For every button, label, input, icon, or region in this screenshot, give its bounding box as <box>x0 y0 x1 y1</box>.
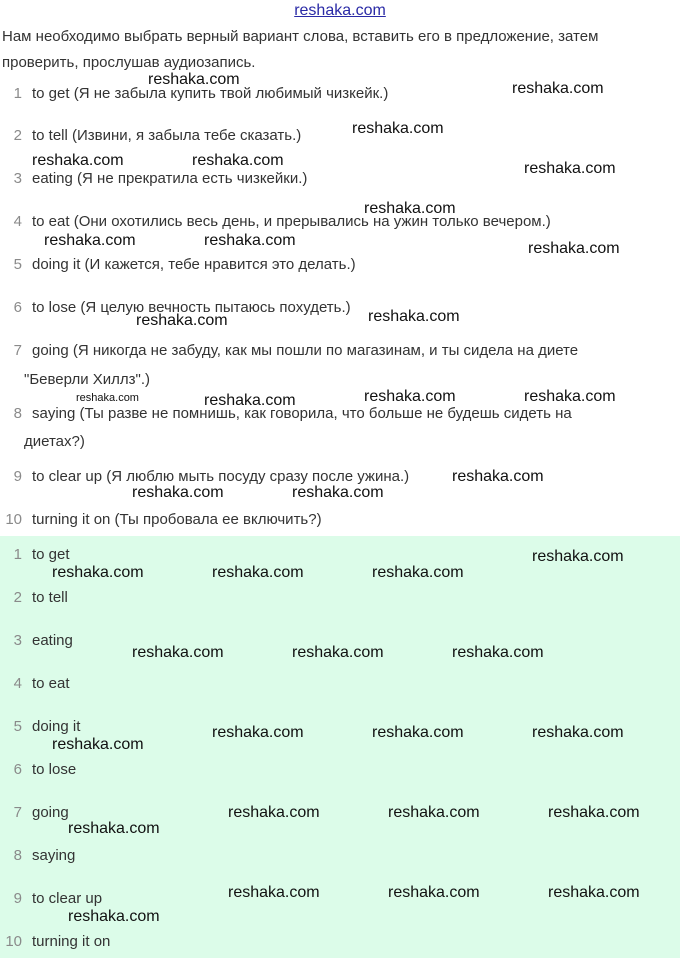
watermark: reshaka.com <box>524 160 616 177</box>
watermark: reshaka.com <box>372 564 464 581</box>
answer-text: doing it <box>32 718 81 735</box>
watermark: reshaka.com <box>524 388 616 405</box>
question-number: 2 <box>13 127 22 144</box>
question-number: 8 <box>13 405 22 422</box>
intro-text: Нам необходимо выбрать верный вариант слова, вставить его в предложение, затем проверить, прослушав аудиозапись. <box>2 28 599 71</box>
watermark: reshaka.com <box>372 724 464 741</box>
watermark: reshaka.com <box>44 232 136 249</box>
answer-text: to tell <box>32 589 68 606</box>
question-number: 9 <box>13 468 22 485</box>
question-text: eating (Я не прекратила есть чизкейки.) <box>32 170 308 187</box>
question-text: going (Я никогда не забуду, как мы пошли по магазинам, и ты сидела на диете <box>32 342 579 359</box>
answer-number: 5 <box>13 718 22 735</box>
answer-text: saying <box>32 847 76 864</box>
answer-item <box>0 844 680 868</box>
answer-number: 8 <box>13 847 22 864</box>
watermark: reshaka.com <box>532 724 624 741</box>
question-number: 1 <box>13 85 22 102</box>
question-text-cont: диетах?) <box>24 433 85 450</box>
question-number: 7 <box>13 342 22 359</box>
watermark: reshaka.com <box>212 724 304 741</box>
answer-item <box>0 758 680 782</box>
watermark: reshaka.com <box>548 804 640 821</box>
watermark: reshaka.com <box>136 312 228 329</box>
question-continuation <box>0 430 680 454</box>
watermark: reshaka.com <box>292 644 384 661</box>
watermark: reshaka.com <box>292 484 384 501</box>
watermark: reshaka.com <box>228 804 320 821</box>
answer-number: 4 <box>13 675 22 692</box>
question-number: 10 <box>5 511 22 528</box>
watermark: reshaka.com <box>452 468 544 485</box>
watermark: reshaka.com <box>364 388 456 405</box>
watermark: reshaka.com <box>452 644 544 661</box>
question-text-cont: "Беверли Хиллз".) <box>24 371 151 388</box>
answer-text: to get <box>32 546 70 563</box>
answer-text: to eat <box>32 675 70 692</box>
watermark: reshaka.com <box>76 392 139 404</box>
answer-item <box>0 672 680 696</box>
answer-item <box>0 930 680 954</box>
question-text: to lose (Я целую вечность пытаюсь похудеть.) <box>32 299 351 316</box>
question-item <box>0 296 680 320</box>
question-text: to clear up (Я люблю мыть посуду сразу после ужина.) <box>32 468 410 485</box>
answer-text: to lose <box>32 761 77 778</box>
watermark: reshaka.com <box>132 644 224 661</box>
site-link[interactable]: reshaka.com <box>294 2 386 19</box>
watermark: reshaka.com <box>532 548 624 565</box>
watermark: reshaka.com <box>204 232 296 249</box>
answer-number: 6 <box>13 761 22 778</box>
answer-text: going <box>32 804 69 821</box>
question-number: 3 <box>13 170 22 187</box>
answer-text: turning it on <box>32 933 111 950</box>
question-text: to tell (Извини, я забыла тебе сказать.) <box>32 127 302 144</box>
watermark: reshaka.com <box>192 152 284 169</box>
question-text: saying (Ты разве не помнишь, как говорила, что больше не будешь сидеть на <box>32 405 572 422</box>
watermark: reshaka.com <box>548 884 640 901</box>
watermark: reshaka.com <box>388 804 480 821</box>
question-text: turning it on (Ты пробовала ее включить?) <box>32 511 322 528</box>
answer-number: 9 <box>13 890 22 907</box>
question-number: 6 <box>13 299 22 316</box>
answer-number: 1 <box>13 546 22 563</box>
watermark: reshaka.com <box>52 736 144 753</box>
question-text: to get (Я не забыла купить твой любимый чизкейк.) <box>32 85 389 102</box>
watermark: reshaka.com <box>68 908 160 925</box>
watermark: reshaka.com <box>32 152 124 169</box>
watermark: reshaka.com <box>68 820 160 837</box>
watermark: reshaka.com <box>364 200 456 217</box>
watermark: reshaka.com <box>352 120 444 137</box>
question-text: to eat (Они охотились весь день, и прерывались на ужин только вечером.) <box>32 213 551 230</box>
watermark: reshaka.com <box>388 884 480 901</box>
question-number: 5 <box>13 256 22 273</box>
watermark: reshaka.com <box>204 392 296 409</box>
question-number: 4 <box>13 213 22 230</box>
watermark: reshaka.com <box>228 884 320 901</box>
watermark: reshaka.com <box>132 484 224 501</box>
answer-number: 2 <box>13 589 22 606</box>
answer-number: 10 <box>5 933 22 950</box>
watermark: reshaka.com <box>148 71 240 88</box>
question-text: doing it (И кажется, тебе нравится это делать.) <box>32 256 356 273</box>
question-item <box>0 339 680 363</box>
watermark: reshaka.com <box>528 240 620 257</box>
answer-text: to clear up <box>32 890 103 907</box>
question-item <box>0 210 680 234</box>
answer-number: 7 <box>13 804 22 821</box>
answer-text: eating <box>32 632 73 649</box>
watermark: reshaka.com <box>52 564 144 581</box>
answer-number: 3 <box>13 632 22 649</box>
answer-item <box>0 586 680 610</box>
watermark: reshaka.com <box>512 80 604 97</box>
question-item <box>0 124 680 148</box>
watermark: reshaka.com <box>368 308 460 325</box>
watermark: reshaka.com <box>212 564 304 581</box>
question-item <box>0 508 680 532</box>
